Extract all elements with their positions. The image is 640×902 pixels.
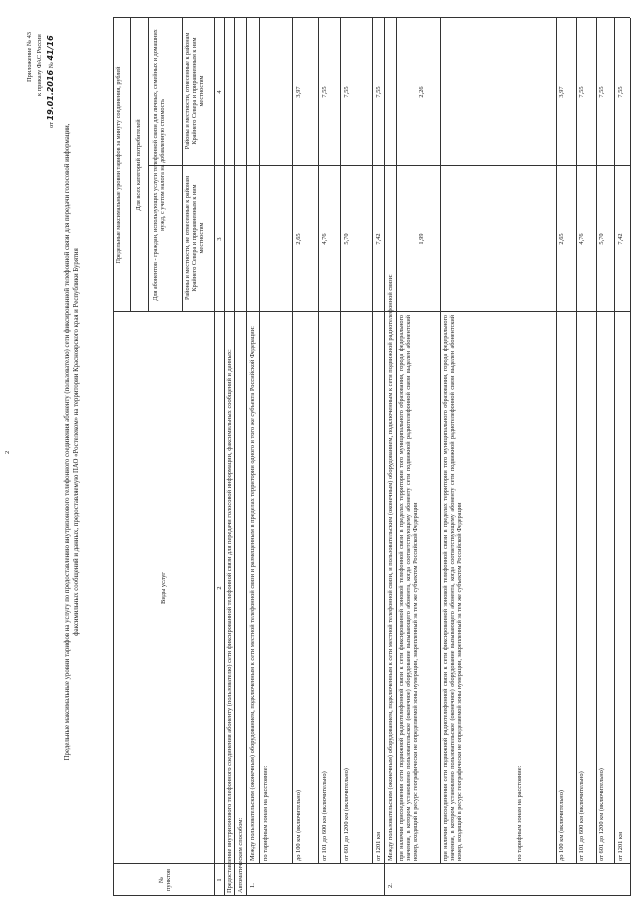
p2-top bbox=[384, 18, 385, 896]
auto-row-bottom bbox=[246, 18, 247, 896]
p1-text: Между пользовательским (оконечным) оборудованием, подключенным к сети местной телефонной связи и размещенным в пределах территории одного и того же субъекта Российской Федерации: bbox=[249, 326, 256, 861]
page-number: 2 bbox=[4, 450, 11, 454]
p1-row2-label: от 101 до 600 км (включительно) bbox=[321, 771, 328, 861]
p1-text-sep bbox=[259, 18, 260, 864]
p2-row3-label: от 601 до 1200 км (включительно) bbox=[598, 768, 605, 861]
p2-row3-top bbox=[596, 18, 597, 864]
p1-row2-not-north: 4,76 bbox=[321, 233, 328, 245]
header-bottom bbox=[214, 18, 215, 896]
p1-row4-not-north: 7,42 bbox=[375, 233, 382, 245]
p2-row3-not-north: 5,70 bbox=[598, 233, 605, 245]
p2-row1-label: до 100 км (включительно) bbox=[558, 789, 565, 861]
p2-case1: при наличии присоединения сети подвижной радиотелефонной связи к сети фиксированной зоновой телефонной связи в пределах территории того муниципального образования, города федерального значения, в котором установлено пользовательское (оконечное) оборудование вызывающего абонента, когда соответствующему абоненту сети подвижной радиотелефонной связи выделен абонентский номер, входящий в ресурс географически не определяемой зоны нумерации, закрепленный за тем же субъектом Российской Федерации bbox=[398, 315, 420, 861]
p2-row4-not-north: 7,42 bbox=[617, 233, 624, 245]
p2-text: Между пользовательским (оконечным) оборудованием, подключенным к сети местной телефонной связи, и пользовательским (оконечным) оборудованием, подключенным к сети подвижной радиотелефонной связи: bbox=[387, 274, 394, 861]
section-title: Предоставление внутризонового телефонного соединения абоненту (пользователю) сети фиксированной телефонной связи для передачи голосовой информации, факсимильных сообщений и данных: bbox=[226, 349, 233, 893]
annex-number: 41/16 bbox=[46, 35, 55, 61]
p2-row2-top bbox=[576, 18, 577, 864]
p2-row2-label: от 101 до 600 км (включительно) bbox=[578, 771, 585, 861]
p2-case1-north: 2,26 bbox=[418, 86, 425, 98]
p2-case2-top bbox=[440, 18, 441, 864]
annex-line-2: к приказу ФАС России bbox=[36, 34, 43, 96]
header-sep-1 bbox=[130, 18, 131, 312]
header-levels: Предельные максимальные уровни тарифов за минуту соединения, рублей bbox=[115, 66, 122, 264]
p1-row3-not-north: 5,70 bbox=[343, 233, 350, 245]
p1-row1-label: до 100 км (включительно) bbox=[295, 789, 302, 861]
annex-line-3 bbox=[47, 35, 55, 128]
p2-row2-not-north: 4,76 bbox=[578, 233, 585, 245]
p1-row1-north: 3,97 bbox=[295, 86, 302, 98]
p2-text-sep bbox=[396, 18, 397, 864]
auto-label: Автоматическим способом: bbox=[237, 817, 244, 893]
p1-row4-north: 7,55 bbox=[375, 86, 382, 98]
table-border-left bbox=[113, 895, 630, 896]
colnum-1: 1 bbox=[216, 878, 223, 882]
p1-row3-top bbox=[340, 18, 341, 864]
p2-row2-north: 7,55 bbox=[578, 86, 585, 98]
header-services: Виды услуг bbox=[160, 572, 167, 604]
p2-case2: при наличии присоединения сети подвижной радиотелефонной связи к сети фиксированной зоновой телефонной связи в пределах территории того муниципального образования, города федерального значения, в котором установлено пользовательское (оконечное) оборудование вызывающего абонента, когда соответствующему абоненту сети подвижной радиотелефонной связи выделен абонентский номер, входящий в ресурс географически не определяемой зоны нумерации, закрепленный за тем же субъектом Российской Федерации bbox=[442, 315, 464, 861]
annex-date-prefix: от bbox=[48, 122, 55, 128]
p2-row4-north: 7,55 bbox=[617, 86, 624, 98]
p1-num: 1. bbox=[249, 883, 256, 888]
p2-num: 2. bbox=[387, 883, 394, 888]
annex-date: 19.01.2016 bbox=[46, 69, 55, 121]
p2-row1-north: 3,97 bbox=[558, 86, 565, 98]
annex-number-prefix: № bbox=[48, 62, 55, 69]
colnum-3: 3 bbox=[216, 237, 223, 241]
p2-row4-top bbox=[614, 18, 615, 864]
p1-row1-not-north: 2,65 bbox=[295, 233, 302, 245]
p2-row4-label: от 1201 км bbox=[617, 831, 624, 861]
p1-row2-north: 7,55 bbox=[321, 86, 328, 98]
colnum-2: 2 bbox=[216, 586, 223, 590]
p1-row4-top bbox=[372, 18, 373, 864]
header-sep-3 bbox=[182, 18, 183, 312]
colnum-4: 4 bbox=[216, 90, 223, 94]
table-border-top bbox=[113, 18, 114, 896]
p1-row4-label: от 1201 км bbox=[375, 831, 382, 861]
p2-row3-north: 7,55 bbox=[598, 86, 605, 98]
header-all-categories: Для всех категорий потребителей bbox=[135, 119, 142, 211]
p2-row1-not-north: 2,65 bbox=[558, 233, 565, 245]
p1-sub: по тарифным зонам на расстояние: bbox=[262, 765, 269, 861]
section-row-bottom bbox=[234, 18, 235, 896]
p1-row1-top bbox=[292, 18, 293, 864]
p2-row1-top bbox=[556, 18, 557, 864]
p2-case1-not-north: 1,99 bbox=[418, 233, 425, 245]
p1-row2-top bbox=[318, 18, 319, 864]
document-title: Предельные максимальные уровни тарифов на услугу по предоставлению внутризонового телефонного соединения абоненту (пользователю) сети фиксированной телефонной связи для передачи голосовой информации, факсимильных сообщений и данных, предоставляемую ПАО «Ростелеком» на территории Красноярского края и Республики Бурятия bbox=[64, 123, 80, 761]
p2-sub: по тарифным зонам на расстояние: bbox=[516, 765, 523, 861]
header-sep-2 bbox=[148, 18, 149, 312]
table-border-bottom bbox=[630, 18, 631, 896]
colnum-row-bottom bbox=[224, 18, 225, 896]
p1-row3-north: 7,55 bbox=[343, 86, 350, 98]
header-citizens: Для абонентов - граждан, использующих услуги телефонной связи для личных, семейных и домашних нужд, с учетом налога на добавленную стоимость bbox=[152, 29, 167, 301]
header-not-north: Районы и местности, не отнесенные к районам Крайнего Севера и приравненным к ним местностям bbox=[184, 175, 206, 301]
p1-row3-label: от 601 до 1200 км (включительно) bbox=[343, 768, 350, 861]
header-num: № пунктов bbox=[158, 869, 173, 891]
annex-line-1: Приложение № 43 bbox=[26, 32, 33, 82]
header-north: Районы и местности, отнесенные к районам Крайнего Севера и приравненным к ним местностям bbox=[184, 32, 206, 150]
